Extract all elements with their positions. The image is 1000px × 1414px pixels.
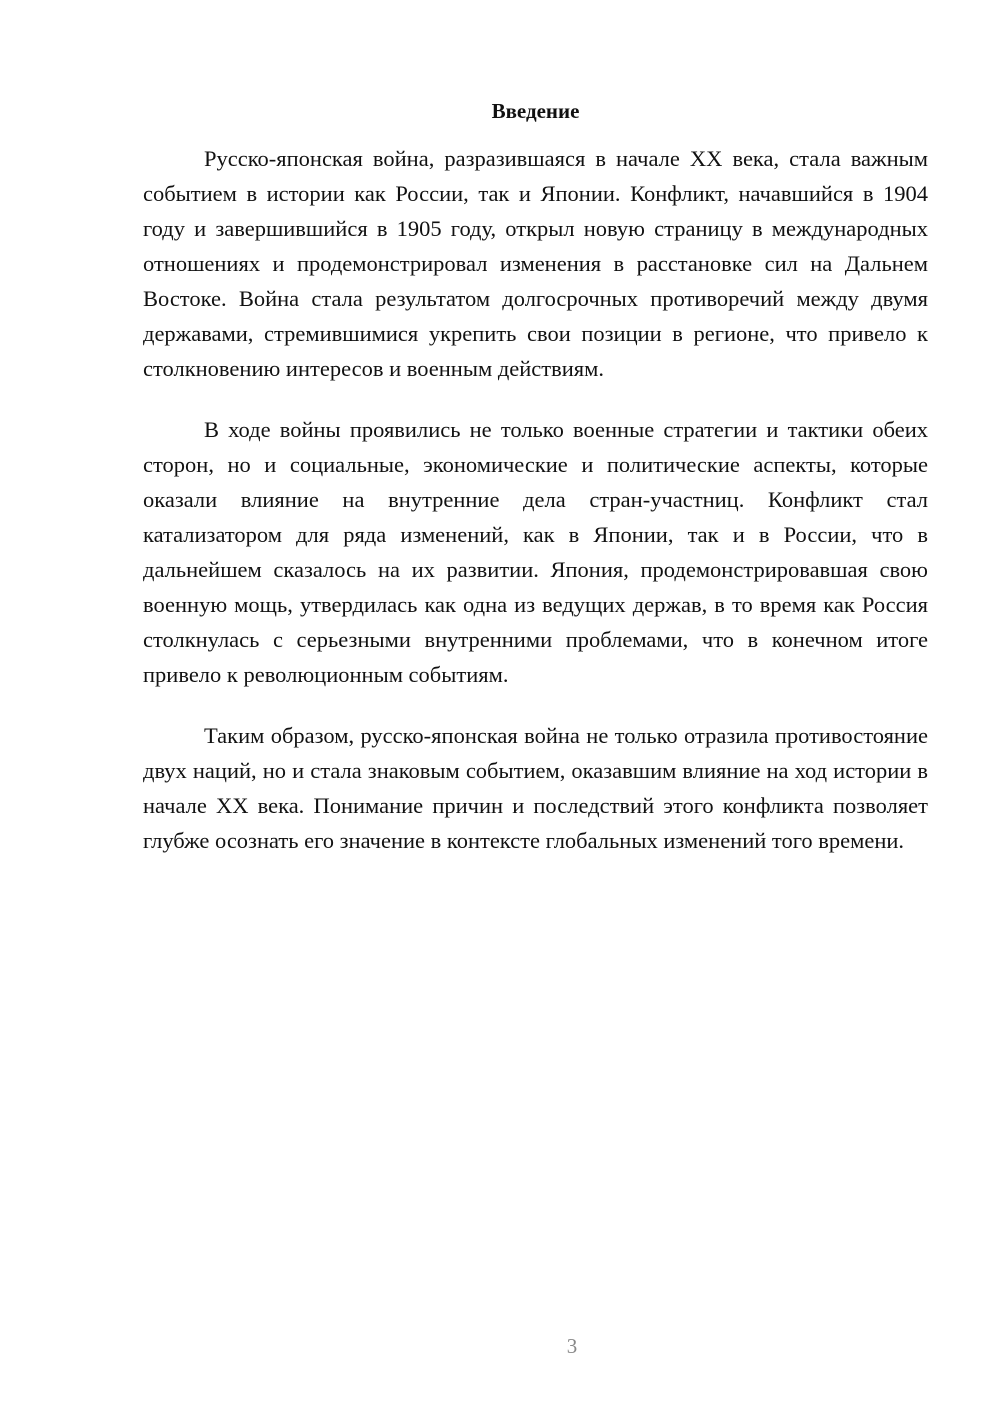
paragraph-2: В ходе войны проявились не только военные стратегии и тактики обеих сторон, но и социальные, экономические и политические аспекты, которые оказали влияние на внутренние дела стран-участниц. Конфликт стал катализатором для ряда изменений, как в Японии, так и в России, что в дальнейшем сказалось на их развитии. Япония, продемонстрировавшая свою военную мощь, утвердилась как одна из ведущих держав, в то время как Россия столкнулась с серьезными внутренними проблемами, что в конечном итоге привело к революционным событиям.: [143, 417, 928, 687]
paragraph-1: Русско-японская война, разразившаяся в начале XX века, стала важным событием в истории как России, так и Японии. Конфликт, начавшийся в 1904 году и завершившийся в 1905 году, открыл новую страницу в международных отношениях и продемонстрировал изменения в расстановке сил на Дальнем Востоке. Война стала результатом долгосрочных противоречий между двумя державами, стремившимися укрепить свои позиции в регионе, что привело к столкновению интересов и военным действиям.: [143, 146, 928, 381]
paragraph-3: Таким образом, русско-японская война не только отразила противостояние двух наций, но и стала знаковым событием, оказавшим влияние на ход истории в начале XX века. Понимание причин и последствий этого конфликта позволяет глубже осознать его значение в контексте глобальных изменений того времени.: [143, 723, 928, 853]
section-heading: Введение: [491, 99, 580, 123]
page-content: [143, 96, 928, 884]
page-number: 3: [566, 1334, 578, 1358]
